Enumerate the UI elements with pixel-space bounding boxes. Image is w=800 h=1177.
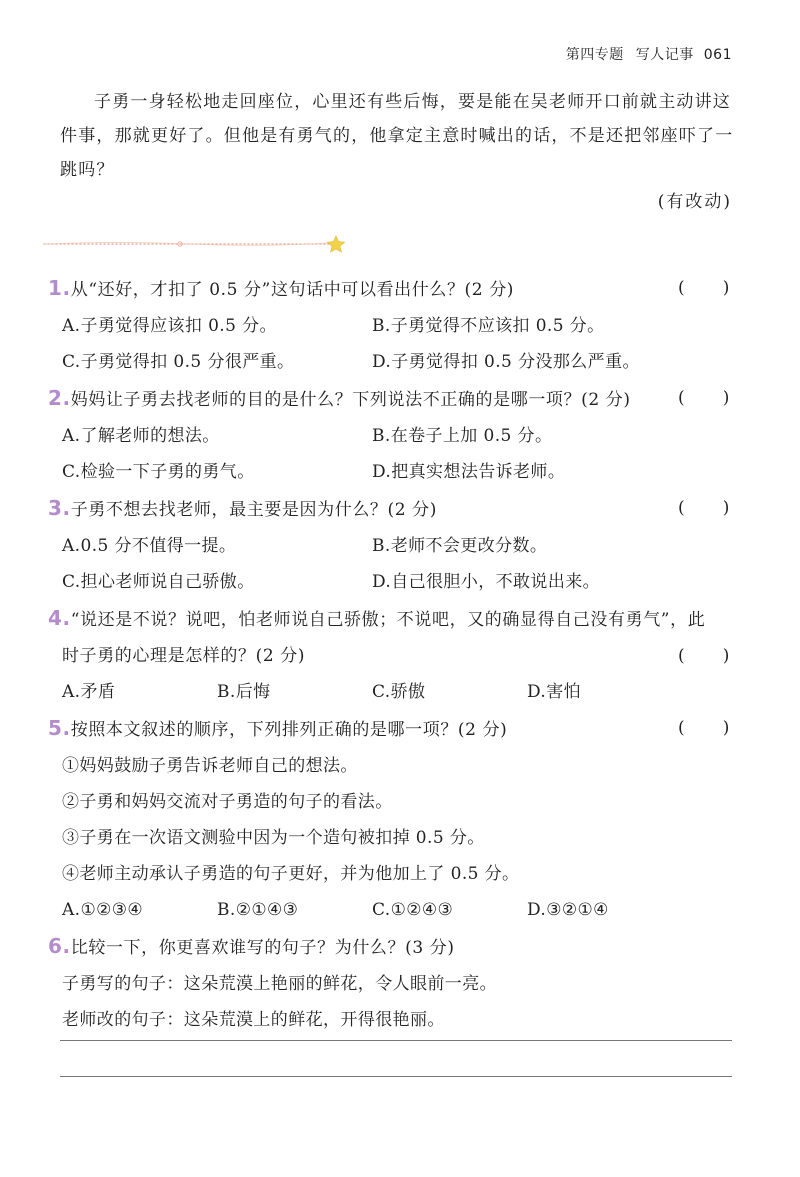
answer-blank[interactable]: ( ) [678,646,730,666]
option-b: B.在卷子上加 0.5 分。 [372,426,553,446]
answer-blank[interactable]: ( ) [678,388,730,408]
question-list [48,270,738,1038]
event-item-3: ③子勇在一次语文测验中因为一个造句被扣掉 0.5 分。 [62,828,485,848]
star-icon [327,236,344,252]
question-stem [48,928,738,966]
topic-label: 写人记事 [635,47,694,63]
option-d: D.子勇觉得扣 0.5 分没那么严重。 [372,352,640,372]
question-number: 2. [48,386,71,410]
question-stem [48,710,738,748]
question-5 [48,710,738,928]
option-d: D.③②①④ [527,900,609,920]
question-1 [48,270,738,380]
option-d: D.害怕 [527,682,582,702]
option-c: C.①②④③ [372,900,454,920]
option-c: C.骄傲 [372,682,426,702]
question-stem [48,380,738,418]
adaptation-note: (有改动) [657,192,732,212]
option-row [48,892,738,928]
student-sentence: 子勇写的句子：这朵荒漠上艳丽的鲜花，令人眼前一亮。 [62,974,497,994]
answer-line-2[interactable] [60,1076,732,1077]
option-a: A.子勇觉得应该扣 0.5 分。 [62,316,277,336]
question-stem [48,490,738,528]
question-number: 6. [48,934,71,958]
question-text: 妈妈让子勇去找老师的目的是什么？下列说法不正确的是哪一项？(2 分) [70,390,631,410]
question-text: 按照本文叙述的顺序，下列排列正确的是哪一项？(2 分) [70,720,508,740]
page-number: 061 [703,47,732,63]
option-a: A.了解老师的想法。 [62,426,220,446]
question-text: 比较一下，你更喜欢谁写的句子？为什么？(3 分) [70,938,455,958]
option-grid [48,308,738,380]
option-b: B.子勇觉得不应该扣 0.5 分。 [372,316,605,336]
teacher-sentence: 老师改的句子：这朵荒漠上的鲜花，开得很艳丽。 [62,1010,445,1030]
answer-blank[interactable]: ( ) [678,718,730,738]
question-3 [48,490,738,600]
question-number: 3. [48,496,71,520]
event-item-2: ②子勇和妈妈交流对子勇造的句子的看法。 [62,792,393,812]
option-b: B.②①④③ [217,900,299,920]
question-number: 4. [48,606,71,630]
option-row [48,674,738,710]
question-stem [48,600,738,638]
option-a: A.①②③④ [62,900,144,920]
event-item-4: ④老师主动承认子勇造的句子更好，并为他加上了 0.5 分。 [62,864,520,884]
question-6 [48,928,738,1038]
question-number: 5. [48,716,71,740]
passage-paragraph: 子勇一身轻松地走回座位，心里还有些后悔，要是能在吴老师开口前就主动讲这件事，那就更好了。但他是有勇气的，他拿定主意时喊出的话，不是还把邻座吓了一跳吗？ [60,92,734,180]
answer-blank[interactable]: ( ) [678,278,730,298]
answer-line-1[interactable] [60,1040,732,1041]
option-c: C.检验一下子勇的勇气。 [62,462,255,482]
option-b: B.老师不会更改分数。 [372,536,548,556]
question-2 [48,380,738,490]
question-text-line-2: 时子勇的心理是怎样的？(2 分) [62,646,306,666]
option-a: A.0.5 分不值得一提。 [62,536,237,556]
reading-passage [60,85,740,187]
question-number: 1. [48,276,71,300]
question-text: 从“还好，才扣了 0.5 分”这句话中可以看出什么？(2 分) [70,280,515,300]
question-stem [48,270,738,308]
option-d: D.把真实想法告诉老师。 [372,462,566,482]
option-b: B.后悔 [217,682,271,702]
option-c: C.子勇觉得扣 0.5 分很严重。 [62,352,295,372]
event-item-1: ①妈妈鼓励子勇告诉老师自己的想法。 [62,756,358,776]
option-grid [48,528,738,600]
answer-blank[interactable]: ( ) [678,498,730,518]
option-grid [48,418,738,490]
option-c: C.担心老师说自己骄傲。 [62,572,255,592]
option-d: D.自己很胆小，不敢说出来。 [372,572,601,592]
question-text: 子勇不想去找老师，最主要是因为什么？(2 分) [70,500,438,520]
section-label: 第四专题 [565,47,624,63]
question-stem-continued [48,638,738,674]
option-a: A.矛盾 [62,682,116,702]
page-header [566,44,732,64]
decorative-divider [40,232,350,254]
question-4 [48,600,738,710]
question-text-line-1: “说还是不说？说吧，怕老师说自己骄傲；不说吧，又的确显得自己没有勇气”，此 [70,610,706,630]
